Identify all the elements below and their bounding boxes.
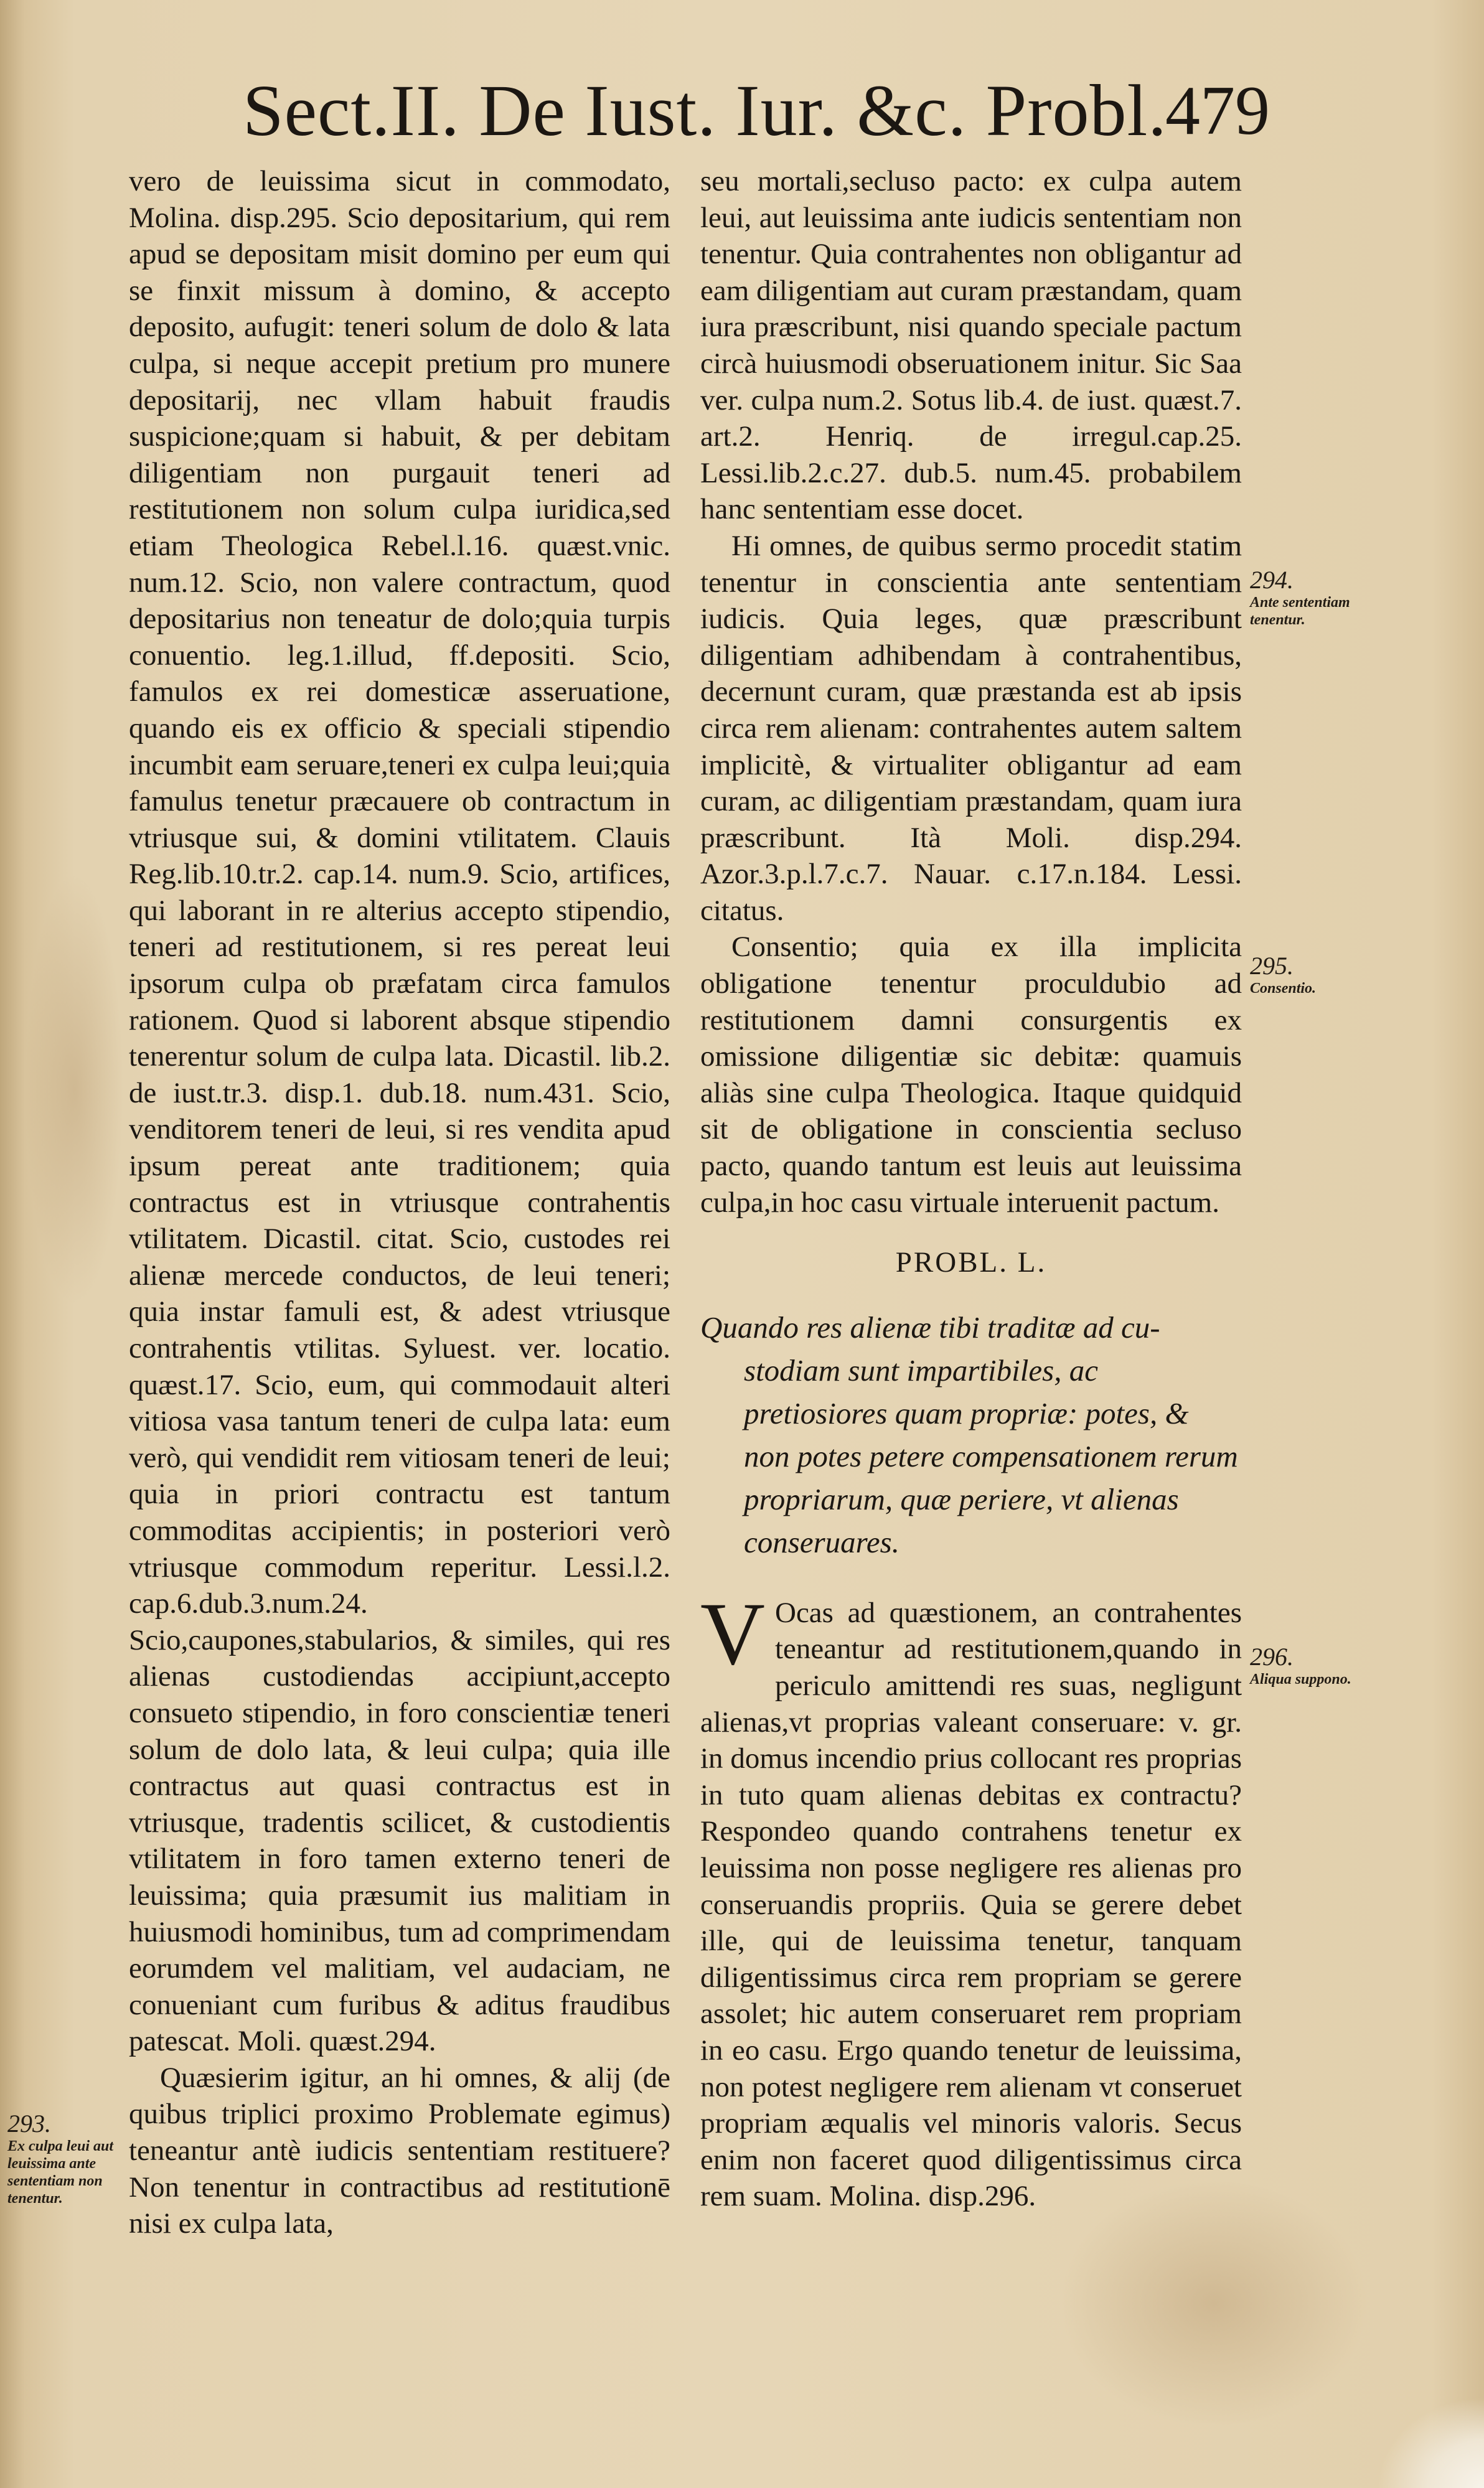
marginal-note-294 bbox=[1250, 566, 1362, 629]
page-header bbox=[243, 70, 1270, 151]
torn-corner bbox=[1360, 2382, 1484, 2488]
question-continuation: stodiam sunt impartibiles, ac pretiosiores quam propriæ: potes, & non potes petere compensationem rerum propriarum, quæ periere, vt alienas conseruares. bbox=[744, 1353, 1238, 1559]
problem-heading: PROBL. L. bbox=[895, 1246, 1047, 1279]
marginal-number: 295. bbox=[1250, 952, 1294, 980]
right-column bbox=[700, 163, 1242, 2215]
paragraph-text: Ocas ad quæstionem, an contrahentes teneantur ad restitutionem,quando in periculo amittendi res suas, negligunt alienas,vt proprias valeant conseruare: v. gr. in domus incendio prius collocant res proprias in tuto quam alienas debitas ex contractu? Respondeo quando contrahens tenetur ex leuissima non posse negligere res alienas pro conseruandis propriis. Quia se gerere debet ille, qui de leuissima tenetur, tanquam diligentissimus circa rem propriam se gerere assolet; hic autem conseruaret rem propriam in eo casu. Ergo quando tenetur de leuissima, non potest negligere rem alienam vt conseruet propriam æqualis vel minoris valoris. Secus enim non faceret quod diligentissimus circa rem suam. Molina. disp.296. bbox=[700, 1596, 1242, 2213]
marginal-number: 293. bbox=[7, 2110, 51, 2138]
marginal-text: Ex culpa leui aut leuissima ante sententiam non tenentur. bbox=[7, 2138, 114, 2207]
paper-stain bbox=[25, 871, 124, 1307]
marginal-text: Ante sententiam tenentur. bbox=[1250, 594, 1350, 628]
paragraph: seu mortali,secluso pacto: ex culpa autem leui, aut leuissima ante iudicis sententiam non tenentur. Quia contrahentes non obligantur ad eam diligentiam aut curam præstandam, quam iura præscribunt, nisi quando speciale pactum circà huiusmodi obseruationem initur. Sic Saa ver. culpa num.2. Sotus lib.4. de iust. quæst.7. art.2. Henriq. de irregul.cap.25. Lessi.lib.2.c.27. dub.5. num.45. probabilem hanc sententiam esse docet. bbox=[700, 165, 1242, 526]
marginal-text: Aliqua suppono. bbox=[1250, 1671, 1351, 1688]
marginal-number: 294. bbox=[1250, 566, 1294, 594]
marginal-note-296 bbox=[1250, 1643, 1362, 1688]
paragraph: Quæsierim igitur, an hi omnes, & alij (de quibus triplici proximo Problemate egimus) teneantur antè iudicis sententiam restituere? Non tenentur in contractibus ad restitutionē nisi ex culpa lata, bbox=[129, 2061, 670, 2240]
problem-question bbox=[700, 1306, 1242, 1564]
drop-cap: V bbox=[700, 1584, 765, 1684]
paragraph: Consentio; quia ex illa implicita obligatione tenentur proculdubio ad restitutionem damni consurgentis ex omissione diligentiæ sic debitæ: quamuis aliàs sine culpa Theologica. Itaque quidquid sit de obligatione in conscientia secluso pacto, quando tantum est leuis aut leuissima culpa,in hoc casu virtuale interuenit pactum. bbox=[700, 931, 1242, 1219]
paragraph-with-dropcap bbox=[700, 1584, 1242, 2215]
paper-stain bbox=[1058, 2179, 1369, 2428]
paragraph: vero de leuissima sicut in commodato, Molina. disp.295. Scio depositarium, qui rem apud se depositam misit domino per eum qui se finxit missum à domino, & accepto deposito, aufugit: teneri solum de dolo & lata culpa, si neque accepit pretium pro munere depositarij, nec vllam habuit fraudis suspicione;quam si habuit, & per debitam diligentiam non purgauit teneri ad restitutionem non solum culpa iuridica,sed etiam Theologica Rebel.l.16. quæst.vnic. num.12. Scio, non valere contractum, quod depositarius non teneatur de dolo;quia turpis conuentio. leg.1.illud, ff.depositi. Scio, famulos ex rei domesticæ asseruatione, quando eis ex officio & speciali stipendio incumbit eam seruare,teneri ex culpa leui;quia famulus tenetur præcauere ob contractum in vtriusque sui, & domini vtilitatem. Clauis Reg.lib.10.tr.2. cap.14. num.9. Scio, artifices, qui laborant in re alterius accepto stipendio, teneri ad restitutionem, si res pereat leui ipsorum culpa ob præfatam circa famulos rationem. Quod si laborent absque stipendio tenerentur solum de culpa lata. Dicastil. lib.2. de iust.tr.3. disp.1. dub.18. num.431. Scio, venditorem teneri de leui, si res vendita apud ipsum pereat ante traditionem; quia contractus est in vtriusque contrahentis vtilitatem. Dicastil. citat. Scio, custodes rei alienæ mercede conductos, de leui teneri; quia instar famuli est, & adest vtriusque contrahentis vtilitas. Syluest. ver. locatio. quæst.17. Scio, eum, qui commodauit alteri vitiosa vasa tantum teneri de culpa lata: eum verò, qui vendidit rem vitiosam teneri de leui; quia in priori contractu est tantum commoditas accipientis; in posteriori verò vtriusque commodum reperitur. Lessi.l.2. cap.6.dub.3.num.24. Scio,caupones,stabularios, & similes, qui res alienas custodiendas accipiunt,accepto consueto stipendio, in foro conscientiæ teneri solum de dolo lata, & leui culpa; quia ille contractus aut quasi contractus est in vtriusque, tradentis scilicet, & custodientis vtilitatem in foro tamen externo teneri de leuissima; quia præsumit ius malitiam in huiusmodi hominibus, tum ad comprimendam eorumdem vel malitiam, vel audaciam, ne conueniant cum furibus & aditus fraudibus patescat. Moli. quæst.294. bbox=[129, 165, 670, 2058]
left-column bbox=[129, 163, 670, 2242]
marginal-note-295 bbox=[1250, 952, 1362, 997]
marginal-text: Consentio. bbox=[1250, 980, 1317, 997]
marginal-note-293 bbox=[7, 2110, 126, 2207]
paragraph: Hi omnes, de quibus sermo procedit statim tenentur in conscientia ante sententiam iudicis. Quia leges, quæ præscribunt diligentiam adhibendam à contrahentibus, decernunt curam, quæ præstanda est ab ipsis circa rem alienam: contrahentes autem saltem implicitè, & virtualiter obligantur ad eam curam, ac diligentiam præstandam, quam iura præscribunt. Ità Moli. disp.294. Azor.3.p.l.7.c.7. Nauar. c.17.n.184. Lessi. citatus. bbox=[700, 529, 1242, 927]
running-title: Sect.II. De Iust. Iur. &c. Probl. bbox=[243, 70, 1167, 151]
marginal-number: 296. bbox=[1250, 1643, 1294, 1671]
question-first-line: Quando res alienæ tibi traditæ ad cu- bbox=[700, 1310, 1160, 1345]
page-number: 479 bbox=[1165, 72, 1270, 149]
